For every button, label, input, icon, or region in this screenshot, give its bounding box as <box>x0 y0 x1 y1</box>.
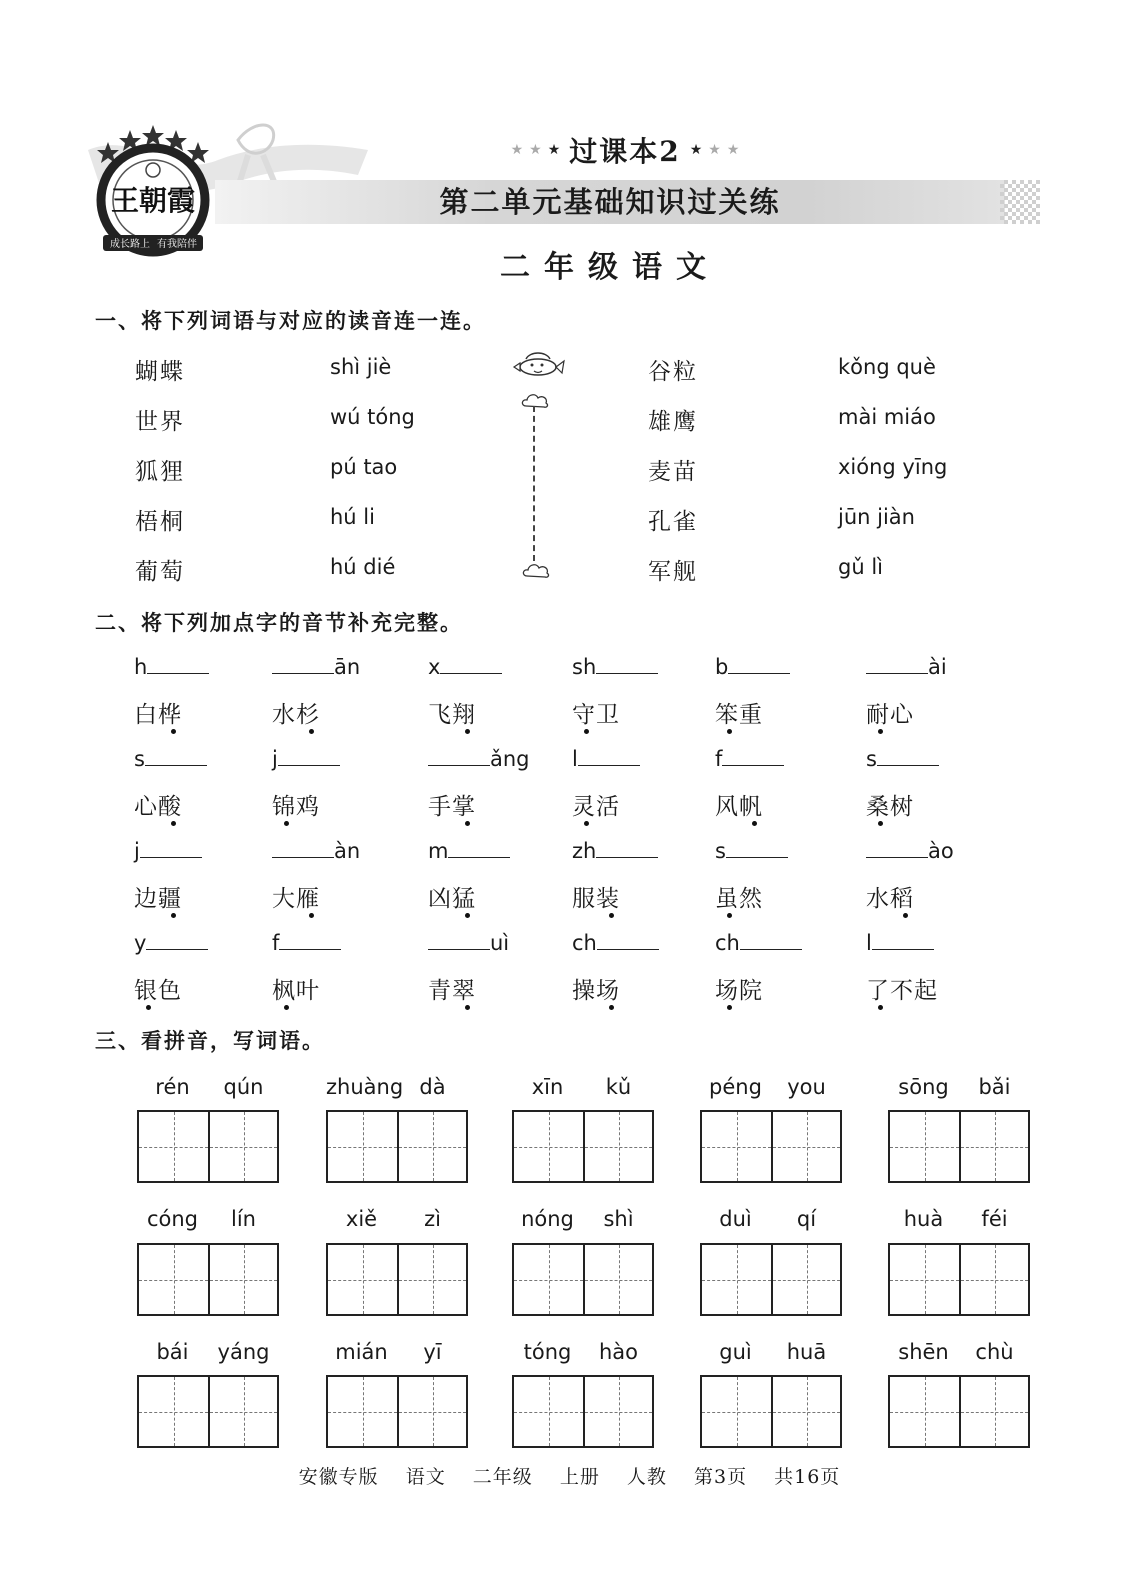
answer-line[interactable] <box>428 764 490 766</box>
writing-grid[interactable] <box>700 1243 842 1316</box>
s1-right-word: 孔雀 <box>648 509 698 535</box>
s2-word: 银色 <box>134 978 182 1004</box>
emphasis-dot <box>609 913 614 918</box>
syllable-blank[interactable] <box>866 839 954 863</box>
star-icon: ★ <box>547 142 561 158</box>
logo-text: 王朝霞 <box>110 184 196 217</box>
syllable-blank[interactable] <box>866 655 947 679</box>
s2-word: 服装 <box>572 886 620 912</box>
syllable-prefix: s <box>866 747 877 771</box>
s2-word: 手掌 <box>428 794 476 820</box>
syllable-prefix: h <box>134 655 148 679</box>
writing-cell[interactable] <box>208 1112 277 1181</box>
s1-left-word: 狐狸 <box>135 459 185 485</box>
answer-line[interactable] <box>726 856 788 858</box>
writing-cell[interactable] <box>514 1377 583 1446</box>
syllable-prefix: zh <box>572 839 597 863</box>
syllable-blank[interactable] <box>272 655 360 679</box>
emphasis-dot <box>284 1005 289 1010</box>
syllable-blank[interactable] <box>572 655 658 679</box>
word-pinyin: qí <box>796 1207 817 1231</box>
writing-cell[interactable] <box>959 1377 1028 1446</box>
s1-left-word: 蝴蝶 <box>135 359 185 385</box>
word-pinyin: dà <box>419 1075 446 1099</box>
emphasis-dot <box>309 729 314 734</box>
logo-tagline: 成长路上 <box>110 239 150 250</box>
s2-word: 场院 <box>715 978 763 1004</box>
writing-grid[interactable] <box>137 1375 279 1448</box>
answer-line[interactable] <box>278 764 340 766</box>
word-pinyin: qún <box>223 1075 264 1099</box>
answer-line[interactable] <box>877 764 939 766</box>
s1-right-pinyin: gǔ lì <box>838 555 883 579</box>
answer-line[interactable] <box>866 672 928 674</box>
writing-grid[interactable] <box>700 1110 842 1183</box>
airplane-icon <box>510 345 566 385</box>
writing-cell[interactable] <box>397 1377 466 1446</box>
answer-line[interactable] <box>740 948 802 950</box>
syllable-blank[interactable] <box>428 931 509 955</box>
emphasis-dot <box>465 913 470 918</box>
answer-line[interactable] <box>728 672 790 674</box>
s2-word: 桑树 <box>866 794 914 820</box>
writing-cell[interactable] <box>890 1112 959 1181</box>
word-pinyin: bái <box>156 1340 189 1364</box>
series-header <box>500 130 750 170</box>
banner-pattern <box>1000 180 1040 224</box>
writing-cell[interactable] <box>959 1245 1028 1314</box>
emphasis-dot <box>309 913 314 918</box>
answer-line[interactable] <box>440 672 502 674</box>
s1-right-pinyin: xióng yīng <box>838 455 948 479</box>
syllable-prefix: j <box>134 839 140 863</box>
syllable-prefix: ch <box>572 931 597 955</box>
footer-publisher: 人教 <box>626 1466 667 1488</box>
word-pinyin: péng <box>709 1075 762 1099</box>
answer-line[interactable] <box>272 672 334 674</box>
syllable-blank[interactable] <box>134 931 208 955</box>
s2-word: 白桦 <box>134 702 182 728</box>
writing-cell[interactable] <box>583 1377 652 1446</box>
answer-line[interactable] <box>872 948 934 950</box>
star-icon: ★ <box>689 142 703 158</box>
answer-line[interactable] <box>596 672 658 674</box>
syllable-suffix: ài <box>928 655 947 679</box>
s2-word: 虽然 <box>715 886 763 912</box>
syllable-suffix: ān <box>334 655 361 679</box>
s2-word: 青翠 <box>428 978 476 1004</box>
answer-line[interactable] <box>578 764 640 766</box>
syllable-prefix: m <box>428 839 449 863</box>
emphasis-dot <box>465 1005 470 1010</box>
s2-word: 耐心 <box>866 702 914 728</box>
emphasis-dot <box>609 1005 614 1010</box>
syllable-suffix: ào <box>928 839 954 863</box>
writing-grid[interactable] <box>700 1375 842 1448</box>
emphasis-dot <box>284 821 289 826</box>
syllable-prefix: ch <box>715 931 740 955</box>
writing-cell[interactable] <box>702 1377 771 1446</box>
s2-word: 大雁 <box>272 886 320 912</box>
s1-left-pinyin: pú tao <box>330 455 398 479</box>
writing-cell[interactable] <box>328 1112 397 1181</box>
writing-grid[interactable] <box>512 1243 654 1316</box>
emphasis-dot <box>584 729 589 734</box>
word-pinyin: xīn <box>531 1075 564 1099</box>
word-pinyin: huā <box>786 1340 827 1364</box>
footer-subject: 语文 <box>405 1466 446 1488</box>
footer-page: 第3页 <box>693 1466 748 1488</box>
word-pinyin: sōng <box>898 1075 949 1099</box>
s1-right-pinyin: jūn jiàn <box>838 505 915 529</box>
writing-cell[interactable] <box>139 1377 208 1446</box>
s2-word: 了不起 <box>866 978 938 1004</box>
syllable-blank[interactable] <box>866 747 939 771</box>
s1-left-pinyin: hú dié <box>330 555 396 579</box>
word-pinyin: lín <box>231 1207 256 1231</box>
word-pinyin: yī <box>423 1340 442 1364</box>
emphasis-dot <box>903 913 908 918</box>
dashed-divider <box>533 406 535 561</box>
publisher-logo <box>78 120 228 260</box>
s2-word: 操场 <box>572 978 620 1004</box>
series-title: 过课本2 <box>569 135 681 168</box>
emphasis-dot <box>727 1005 732 1010</box>
word-pinyin: duì <box>719 1207 752 1231</box>
syllable-blank[interactable] <box>715 747 784 771</box>
word-pinyin: shēn <box>898 1340 949 1364</box>
s1-right-word: 雄鹰 <box>648 409 698 435</box>
syllable-prefix: s <box>715 839 726 863</box>
cloud-icon <box>520 392 550 410</box>
answer-line[interactable] <box>145 764 207 766</box>
word-pinyin: mián <box>335 1340 388 1364</box>
answer-line[interactable] <box>448 856 510 858</box>
answer-line[interactable] <box>722 764 784 766</box>
s1-right-word: 军舰 <box>648 559 698 585</box>
word-pinyin: shì <box>603 1207 634 1231</box>
writing-cell[interactable] <box>328 1377 397 1446</box>
syllable-prefix: j <box>272 747 278 771</box>
emphasis-dot <box>171 913 176 918</box>
syllable-blank[interactable] <box>866 931 934 955</box>
s2-word: 边疆 <box>134 886 182 912</box>
syllable-blank[interactable] <box>134 747 207 771</box>
writing-cell[interactable] <box>771 1377 840 1446</box>
emphasis-dot <box>878 821 883 826</box>
writing-cell[interactable] <box>208 1245 277 1314</box>
page-title: 第二单元基础知识过关练 <box>439 185 781 219</box>
word-pinyin: tóng <box>523 1340 572 1364</box>
writing-grid[interactable] <box>137 1110 279 1183</box>
cloud-icon <box>521 562 551 580</box>
answer-line[interactable] <box>272 856 334 858</box>
s1-right-word: 谷粒 <box>648 359 698 385</box>
answer-line[interactable] <box>140 856 202 858</box>
writing-cell[interactable] <box>890 1377 959 1446</box>
syllable-suffix: uì <box>490 931 510 955</box>
writing-cell[interactable] <box>514 1245 583 1314</box>
syllable-prefix: l <box>866 931 872 955</box>
s1-left-pinyin: wú tóng <box>330 405 415 429</box>
syllable-blank[interactable] <box>134 839 202 863</box>
s2-word: 心酸 <box>134 794 182 820</box>
word-pinyin: huà <box>903 1207 944 1231</box>
s2-word: 锦鸡 <box>272 794 320 820</box>
syllable-prefix: b <box>715 655 729 679</box>
syllable-blank[interactable] <box>715 839 788 863</box>
answer-line[interactable] <box>146 948 208 950</box>
answer-line[interactable] <box>428 948 490 950</box>
writing-cell[interactable] <box>583 1245 652 1314</box>
syllable-blank[interactable] <box>428 747 530 771</box>
syllable-blank[interactable] <box>134 655 209 679</box>
syllable-blank[interactable] <box>572 931 659 955</box>
section-1-title: 一、将下列词语与对应的读音连一连。 <box>95 309 486 333</box>
writing-cell[interactable] <box>771 1112 840 1181</box>
writing-cell[interactable] <box>139 1112 208 1181</box>
writing-cell[interactable] <box>328 1245 397 1314</box>
syllable-suffix: ǎng <box>490 747 530 771</box>
emphasis-dot <box>465 821 470 826</box>
answer-line[interactable] <box>866 856 928 858</box>
syllable-blank[interactable] <box>272 931 341 955</box>
emphasis-dot <box>727 913 732 918</box>
syllable-blank[interactable] <box>715 931 802 955</box>
syllable-blank[interactable] <box>572 839 658 863</box>
word-pinyin: féi <box>981 1207 1008 1231</box>
word-pinyin: rén <box>155 1075 190 1099</box>
syllable-prefix: f <box>715 747 723 771</box>
writing-grid[interactable] <box>326 1243 468 1316</box>
syllable-blank[interactable] <box>272 839 360 863</box>
s2-word: 笨重 <box>715 702 763 728</box>
writing-cell[interactable] <box>514 1112 583 1181</box>
writing-cell[interactable] <box>702 1245 771 1314</box>
emphasis-dot <box>146 1005 151 1010</box>
s2-word: 风帆 <box>715 794 763 820</box>
star-icon: ★ <box>708 142 721 158</box>
word-pinyin: chù <box>975 1340 1014 1364</box>
s2-word: 枫叶 <box>272 978 320 1004</box>
word-pinyin: you <box>787 1075 826 1099</box>
word-pinyin: zì <box>424 1207 441 1231</box>
word-pinyin: xiě <box>345 1207 378 1231</box>
word-pinyin: yáng <box>217 1340 270 1364</box>
writing-grid[interactable] <box>512 1110 654 1183</box>
answer-line[interactable] <box>597 948 659 950</box>
answer-line[interactable] <box>596 856 658 858</box>
writing-grid[interactable] <box>326 1375 468 1448</box>
emphasis-dot <box>171 821 176 826</box>
s2-word: 灵活 <box>572 794 620 820</box>
word-pinyin: nóng <box>521 1207 574 1231</box>
word-pinyin: kǔ <box>605 1075 632 1099</box>
emphasis-dot <box>752 821 757 826</box>
syllable-blank[interactable] <box>715 655 790 679</box>
page-footer <box>0 1462 1139 1489</box>
writing-cell[interactable] <box>583 1112 652 1181</box>
word-pinyin: zhuàng <box>326 1075 404 1099</box>
page-subtitle: 二年级语文 <box>500 250 720 285</box>
word-pinyin: hào <box>598 1340 639 1364</box>
footer-edition: 安徽专版 <box>298 1466 379 1488</box>
star-icon: ★ <box>529 142 542 158</box>
emphasis-dot <box>584 821 589 826</box>
answer-line[interactable] <box>147 672 209 674</box>
writing-cell[interactable] <box>208 1377 277 1446</box>
word-pinyin: guì <box>719 1340 752 1364</box>
s2-word: 水稻 <box>866 886 914 912</box>
s2-word: 守卫 <box>572 702 620 728</box>
writing-grid[interactable] <box>888 1243 1030 1316</box>
writing-cell[interactable] <box>959 1112 1028 1181</box>
star-icon: ★ <box>510 142 524 158</box>
emphasis-dot <box>465 729 470 734</box>
emphasis-dot <box>171 729 176 734</box>
emphasis-dot <box>878 729 883 734</box>
answer-line[interactable] <box>279 948 341 950</box>
writing-cell[interactable] <box>139 1245 208 1314</box>
syllable-prefix: l <box>572 747 578 771</box>
syllable-blank[interactable] <box>272 747 340 771</box>
syllable-prefix: y <box>134 931 147 955</box>
syllable-prefix: s <box>134 747 145 771</box>
writing-cell[interactable] <box>702 1112 771 1181</box>
word-pinyin: bǎi <box>978 1075 1011 1099</box>
s2-word: 水杉 <box>272 702 320 728</box>
s1-left-word: 梧桐 <box>135 509 185 535</box>
writing-cell[interactable] <box>771 1245 840 1314</box>
s1-right-word: 麦苗 <box>648 459 698 485</box>
syllable-blank[interactable] <box>572 747 640 771</box>
footer-volume: 上册 <box>559 1466 600 1488</box>
writing-cell[interactable] <box>890 1245 959 1314</box>
word-pinyin: cóng <box>146 1207 199 1231</box>
star-icon: ★ <box>726 142 740 158</box>
section-2-title: 二、将下列加点字的音节补充完整。 <box>95 611 463 635</box>
writing-grid[interactable] <box>888 1375 1030 1448</box>
logo-tagline-2: 有我陪伴 <box>157 239 197 250</box>
writing-grid[interactable] <box>137 1243 279 1316</box>
writing-cell[interactable] <box>397 1112 466 1181</box>
syllable-prefix: f <box>272 931 280 955</box>
emphasis-dot <box>878 1005 883 1010</box>
s1-right-pinyin: mài miáo <box>838 405 936 429</box>
writing-grid[interactable] <box>326 1110 468 1183</box>
footer-grade: 二年级 <box>472 1466 533 1488</box>
s1-left-word: 葡萄 <box>135 559 185 585</box>
syllable-prefix: x <box>428 655 441 679</box>
footer-total: 共16页 <box>774 1466 841 1488</box>
s2-word: 飞翔 <box>428 702 476 728</box>
s1-left-pinyin: shì jiè <box>330 355 392 379</box>
s1-left-pinyin: hú li <box>330 505 375 529</box>
syllable-prefix: sh <box>572 655 597 679</box>
syllable-suffix: àn <box>334 839 361 863</box>
syllable-blank[interactable] <box>428 839 510 863</box>
s1-right-pinyin: kǒng què <box>838 355 936 379</box>
writing-grid[interactable] <box>888 1110 1030 1183</box>
writing-grid[interactable] <box>512 1375 654 1448</box>
syllable-blank[interactable] <box>428 655 502 679</box>
writing-cell[interactable] <box>397 1245 466 1314</box>
section-3-title: 三、看拼音，写词语。 <box>95 1029 325 1053</box>
s1-left-word: 世界 <box>135 409 185 435</box>
emphasis-dot <box>727 729 732 734</box>
s2-word: 凶猛 <box>428 886 476 912</box>
